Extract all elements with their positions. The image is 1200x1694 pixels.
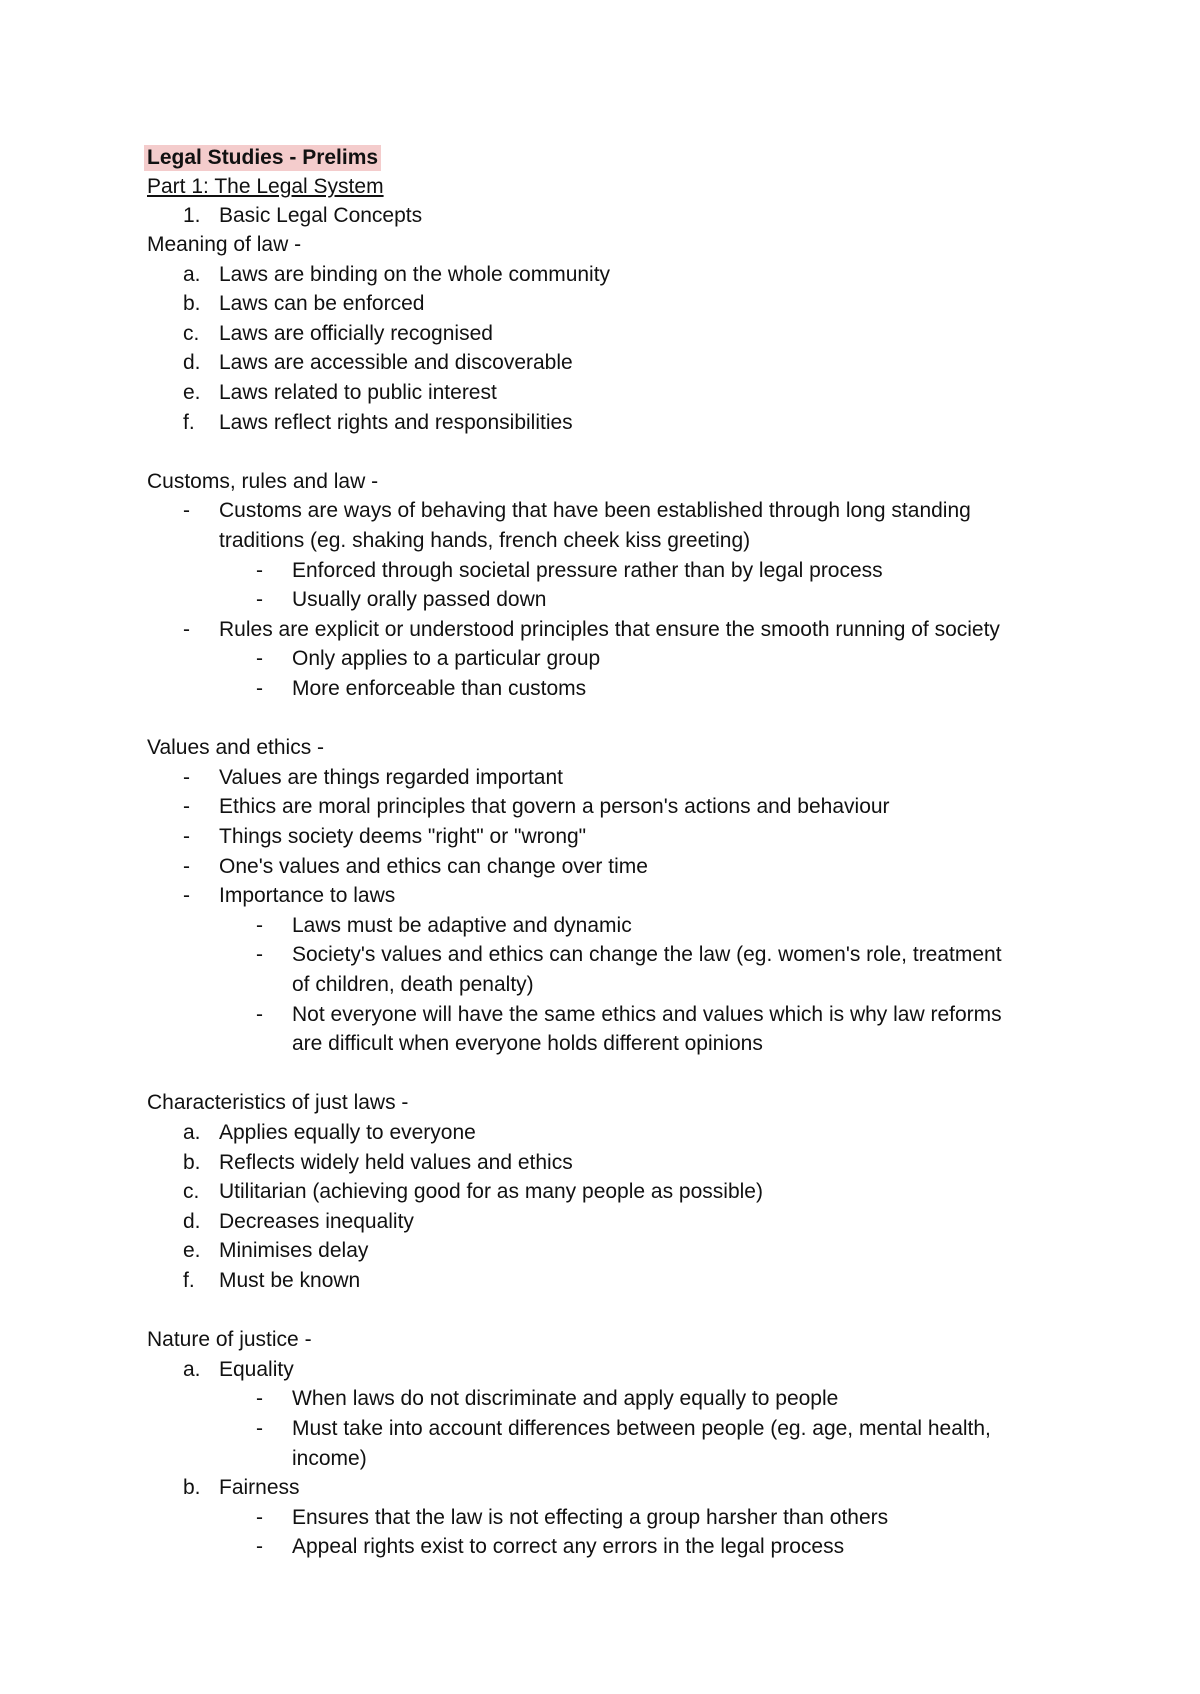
- sub-item-text: Appeal rights exist to correct any errors in the legal process: [292, 1535, 845, 1559]
- list-marker: e.: [183, 381, 201, 404]
- list-marker: a.: [183, 262, 201, 286]
- sub-bullet-dash: -: [256, 677, 263, 700]
- list-item-text: Reflects widely held values and ethics: [219, 1150, 573, 1174]
- bullet-dash: -: [183, 499, 190, 523]
- sub-item-text: of children, death penalty): [292, 973, 534, 996]
- bullet-dash: -: [183, 884, 190, 908]
- list-item-text: Laws are officially recognised: [219, 321, 493, 345]
- list-item-text: Laws related to public interest: [219, 381, 497, 404]
- section-heading: Nature of justice -: [147, 1328, 312, 1352]
- list-marker: c.: [183, 321, 200, 345]
- list-item-text: Decreases inequality: [219, 1209, 414, 1233]
- list-item-text: Minimises delay: [219, 1239, 369, 1263]
- list-item-text: Must be known: [219, 1269, 361, 1292]
- list-item-text: Laws are binding on the whole community: [219, 262, 611, 286]
- list-marker: a.: [183, 1121, 201, 1144]
- bullet-dash: -: [183, 765, 190, 789]
- list-item-text: Applies equally to everyone: [219, 1121, 476, 1144]
- section-heading: Characteristics of just laws -: [147, 1091, 409, 1115]
- sub-bullet-dash: -: [256, 1417, 263, 1440]
- sub-bullet-dash: -: [256, 588, 263, 612]
- list-item-text: Importance to laws: [219, 884, 396, 908]
- list-item-text: Laws can be enforced: [219, 292, 425, 316]
- list-marker: d.: [183, 1209, 201, 1233]
- sub-bullet-dash: -: [256, 558, 263, 582]
- list-item-text: Ethics are moral principles that govern a person's actions and behaviour: [219, 795, 890, 819]
- sub-bullet-dash: -: [256, 647, 263, 671]
- list-item-text: One's values and ethics can change over time: [219, 854, 648, 878]
- document-title: Legal Studies - Prelims: [144, 145, 381, 171]
- list-item-text: Fairness: [219, 1476, 300, 1500]
- list-marker: a.: [183, 1357, 201, 1381]
- sub-item-text: Laws must be adaptive and dynamic: [292, 913, 632, 937]
- list-marker: d.: [183, 351, 201, 375]
- bullet-dash: -: [183, 795, 190, 819]
- list-marker: b.: [183, 1476, 201, 1500]
- list-item-text: Laws are accessible and discoverable: [219, 351, 573, 375]
- list-marker: b.: [183, 1150, 201, 1174]
- bullet-dash: -: [183, 825, 190, 848]
- sub-item-text: Enforced through societal pressure rather than by legal process: [292, 558, 883, 582]
- sub-item-text: Usually orally passed down: [292, 588, 547, 612]
- bullet-dash: -: [183, 854, 190, 878]
- list-marker: f.: [183, 410, 195, 434]
- list-item-text: Equality: [219, 1357, 294, 1381]
- sub-item-text: Only applies to a particular group: [292, 647, 601, 671]
- list-marker: c.: [183, 1180, 200, 1204]
- list-marker: b.: [183, 292, 201, 316]
- list-item-text: traditions (eg. shaking hands, french cheek kiss greeting): [219, 529, 751, 552]
- sub-bullet-dash: -: [256, 1535, 263, 1559]
- section-heading: Customs, rules and law -: [147, 469, 379, 493]
- list-item-text: Things society deems "right" or "wrong": [219, 825, 587, 848]
- sub-item-text: are difficult when everyone holds different opinions: [292, 1032, 763, 1056]
- sub-item-text: Ensures that the law is not effecting a group harsher than others: [292, 1505, 889, 1529]
- sub-item-text: More enforceable than customs: [292, 677, 587, 700]
- list-item-text: Laws reflect rights and responsibilities: [219, 410, 573, 434]
- sub-bullet-dash: -: [256, 1387, 263, 1411]
- list-item-text: Values are things regarded important: [219, 765, 563, 789]
- topic-number: 1.: [183, 204, 201, 227]
- sub-item-text: income): [292, 1446, 367, 1470]
- list-item-text: Customs are ways of behaving that have been established through long standing: [219, 499, 971, 523]
- part-heading: Part 1: The Legal System: [147, 175, 384, 198]
- list-item-text: Rules are explicit or understood principles that ensure the smooth running of society: [219, 617, 1000, 641]
- sub-bullet-dash: -: [256, 1002, 263, 1026]
- bullet-dash: -: [183, 617, 190, 641]
- topic-heading: Basic Legal Concepts: [219, 204, 423, 227]
- sub-bullet-dash: -: [256, 943, 263, 967]
- section-heading: Values and ethics -: [147, 736, 325, 760]
- sub-item-text: Society's values and ethics can change the law (eg. women's role, treatment: [292, 943, 1002, 967]
- sub-item-text: Must take into account differences between people (eg. age, mental health,: [292, 1417, 991, 1440]
- list-item-text: Utilitarian (achieving good for as many people as possible): [219, 1180, 763, 1204]
- sub-item-text: When laws do not discriminate and apply equally to people: [292, 1387, 839, 1411]
- sub-item-text: Not everyone will have the same ethics and values which is why law reforms: [292, 1002, 1002, 1026]
- sub-bullet-dash: -: [256, 913, 263, 937]
- sub-bullet-dash: -: [256, 1505, 263, 1529]
- list-marker: f.: [183, 1269, 195, 1292]
- list-marker: e.: [183, 1239, 201, 1263]
- section-heading: Meaning of law -: [147, 233, 302, 256]
